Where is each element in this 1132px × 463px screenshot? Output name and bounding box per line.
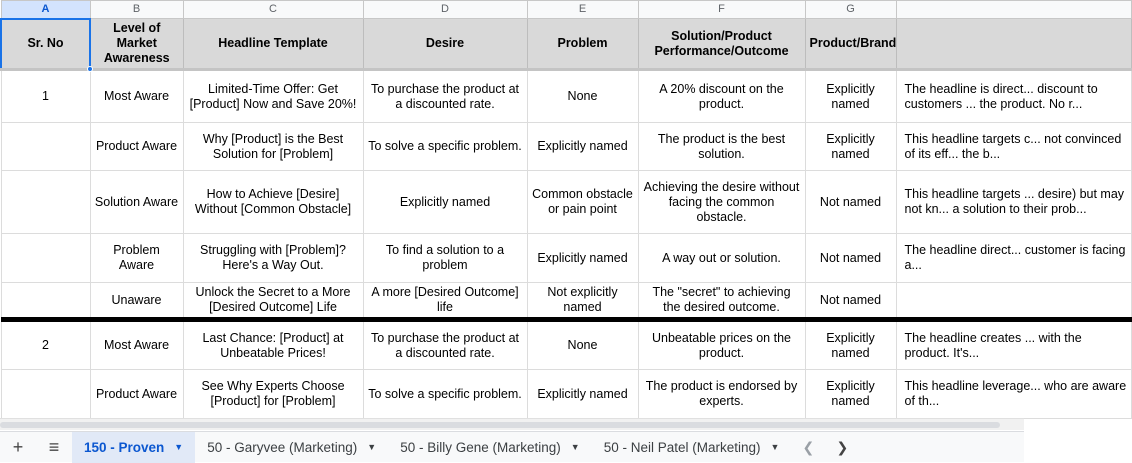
fill-handle[interactable]: [87, 66, 93, 72]
cell-awareness[interactable]: Solution Aware: [90, 171, 183, 234]
chevron-down-icon[interactable]: ▼: [570, 442, 580, 452]
cell-sr-no[interactable]: [1, 234, 90, 283]
chevron-down-icon[interactable]: ▼: [174, 442, 184, 452]
cell-problem[interactable]: Explicitly named: [527, 234, 638, 283]
cell-headline[interactable]: Why [Product] is the Best Solution for [Problem]: [183, 123, 363, 171]
cell-awareness[interactable]: Product Aware: [90, 123, 183, 171]
cell-desire[interactable]: To solve a specific problem.: [363, 370, 527, 419]
column-header-h[interactable]: [896, 1, 1131, 19]
cell-problem[interactable]: None: [527, 320, 638, 370]
cell-headline[interactable]: Unlock the Secret to a More [Desired Outcome] Life: [183, 283, 363, 320]
cell-headline[interactable]: Last Chance: [Product] at Unbeatable Prices!: [183, 320, 363, 370]
cell-awareness[interactable]: Most Aware: [90, 320, 183, 370]
header-cell-desire[interactable]: Desire: [363, 19, 527, 70]
cell-sr-no[interactable]: 1: [1, 70, 90, 123]
column-header-g[interactable]: G: [805, 1, 896, 19]
plus-icon[interactable]: +: [12, 436, 24, 457]
cell-desire[interactable]: To purchase the product at a discounted rate.: [363, 320, 527, 370]
cell-brand[interactable]: Not named: [805, 283, 896, 320]
tab-label: 50 - Garyvee (Marketing): [207, 439, 358, 455]
cell-solution[interactable]: The "secret" to achieving the desired outcome.: [638, 283, 805, 320]
tab-150-proven[interactable]: [72, 432, 195, 463]
header-cell-description[interactable]: [896, 19, 1131, 70]
table-row: [1, 123, 1131, 171]
cell-sr-no[interactable]: [1, 370, 90, 419]
table-row: [1, 283, 1131, 320]
cell-brand[interactable]: Not named: [805, 234, 896, 283]
header-row: [1, 19, 1131, 70]
cell-sr-no[interactable]: 2: [1, 320, 90, 370]
cell-problem[interactable]: None: [527, 70, 638, 123]
cell-headline[interactable]: Limited-Time Offer: Get [Product] Now and Save 20%!: [183, 70, 363, 123]
header-cell-sr-no[interactable]: Sr. No: [1, 19, 90, 70]
column-header-b[interactable]: B: [90, 1, 183, 19]
cell-sr-no[interactable]: [1, 123, 90, 171]
cell-problem[interactable]: Not explicitly named: [527, 283, 638, 320]
cell-desire[interactable]: To solve a specific problem.: [363, 123, 527, 171]
cell-description[interactable]: The headline creates ... with the product. It's...: [896, 320, 1131, 370]
cell-brand[interactable]: Not named: [805, 171, 896, 234]
cell-sr-no[interactable]: [1, 171, 90, 234]
header-cell-problem[interactable]: Problem: [527, 19, 638, 70]
chevron-right-icon[interactable]: ❯: [836, 438, 849, 455]
cell-problem[interactable]: Common obstacle or pain point: [527, 171, 638, 234]
cell-awareness[interactable]: Most Aware: [90, 70, 183, 123]
cell-solution[interactable]: The product is endorsed by experts.: [638, 370, 805, 419]
cell-awareness[interactable]: Product Aware: [90, 370, 183, 419]
tab-billy-gene[interactable]: [388, 432, 591, 463]
column-header-row: [1, 1, 1131, 19]
column-header-a[interactable]: A: [1, 1, 90, 19]
chevron-left-icon[interactable]: ❮: [802, 438, 815, 455]
tab-label: 150 - Proven: [84, 439, 165, 455]
cell-problem[interactable]: Explicitly named: [527, 370, 638, 419]
tab-label: 50 - Neil Patel (Marketing): [603, 439, 761, 455]
cell-desire[interactable]: To purchase the product at a discounted rate.: [363, 70, 527, 123]
cell-solution[interactable]: Unbeatable prices on the product.: [638, 320, 805, 370]
column-header-c[interactable]: C: [183, 1, 363, 19]
cell-sr-no[interactable]: [1, 283, 90, 320]
scrollbar-thumb[interactable]: [0, 422, 1000, 428]
column-header-e[interactable]: E: [527, 1, 638, 19]
cell-headline[interactable]: Struggling with [Problem]? Here's a Way Out.: [183, 234, 363, 283]
cell-headline[interactable]: How to Achieve [Desire] Without [Common Obstacle]: [183, 171, 363, 234]
table-row: [1, 171, 1131, 234]
cell-description[interactable]: This headline targets ... desire) but may not kn... a solution to their prob...: [896, 171, 1131, 234]
menu-icon[interactable]: ≡: [48, 436, 60, 457]
header-cell-headline[interactable]: Headline Template: [183, 19, 363, 70]
cell-brand[interactable]: Explicitly named: [805, 70, 896, 123]
cell-desire[interactable]: To find a solution to a problem: [363, 234, 527, 283]
table-row: [1, 70, 1131, 123]
tab-garyvee[interactable]: [195, 432, 388, 463]
cell-brand[interactable]: Explicitly named: [805, 320, 896, 370]
column-header-d[interactable]: D: [363, 1, 527, 19]
table-row: [1, 370, 1131, 419]
horizontal-scrollbar[interactable]: [0, 418, 1024, 430]
cell-desire[interactable]: A more [Desired Outcome] life: [363, 283, 527, 320]
cell-description[interactable]: The headline is direct... discount to customers ... the product. No r...: [896, 70, 1131, 123]
header-cell-solution[interactable]: Solution/Product Performance/Outcome: [638, 19, 805, 70]
chevron-down-icon[interactable]: ▼: [770, 442, 780, 452]
cell-solution[interactable]: Achieving the desire without facing the common obstacle.: [638, 171, 805, 234]
cell-desire[interactable]: Explicitly named: [363, 171, 527, 234]
chevron-down-icon[interactable]: ▼: [367, 442, 377, 452]
header-cell-brand[interactable]: Product/Brand: [805, 19, 896, 70]
cell-problem[interactable]: Explicitly named: [527, 123, 638, 171]
cell-description[interactable]: This headline targets c... not convinced of its eff... the b...: [896, 123, 1131, 171]
header-cell-awareness[interactable]: Level of Market Awareness: [90, 19, 183, 70]
cell-solution[interactable]: The product is the best solution.: [638, 123, 805, 171]
cell-awareness[interactable]: Unaware: [90, 283, 183, 320]
cell-description[interactable]: This headline leverage... who are aware of th...: [896, 370, 1131, 419]
cell-description[interactable]: [896, 283, 1131, 320]
cell-solution[interactable]: A 20% discount on the product.: [638, 70, 805, 123]
tab-neil-patel[interactable]: [592, 432, 792, 463]
column-header-f[interactable]: F: [638, 1, 805, 19]
tab-label: 50 - Billy Gene (Marketing): [400, 439, 561, 455]
table-row: [1, 320, 1131, 370]
table-row: [1, 234, 1131, 283]
sheet-tab-bar: [0, 431, 1024, 462]
cell-solution[interactable]: A way out or solution.: [638, 234, 805, 283]
cell-headline[interactable]: See Why Experts Choose [Product] for [Problem]: [183, 370, 363, 419]
cell-brand[interactable]: Explicitly named: [805, 370, 896, 419]
cell-description[interactable]: The headline direct... customer is facing a...: [896, 234, 1131, 283]
cell-awareness[interactable]: Problem Aware: [90, 234, 183, 283]
cell-brand[interactable]: Explicitly named: [805, 123, 896, 171]
